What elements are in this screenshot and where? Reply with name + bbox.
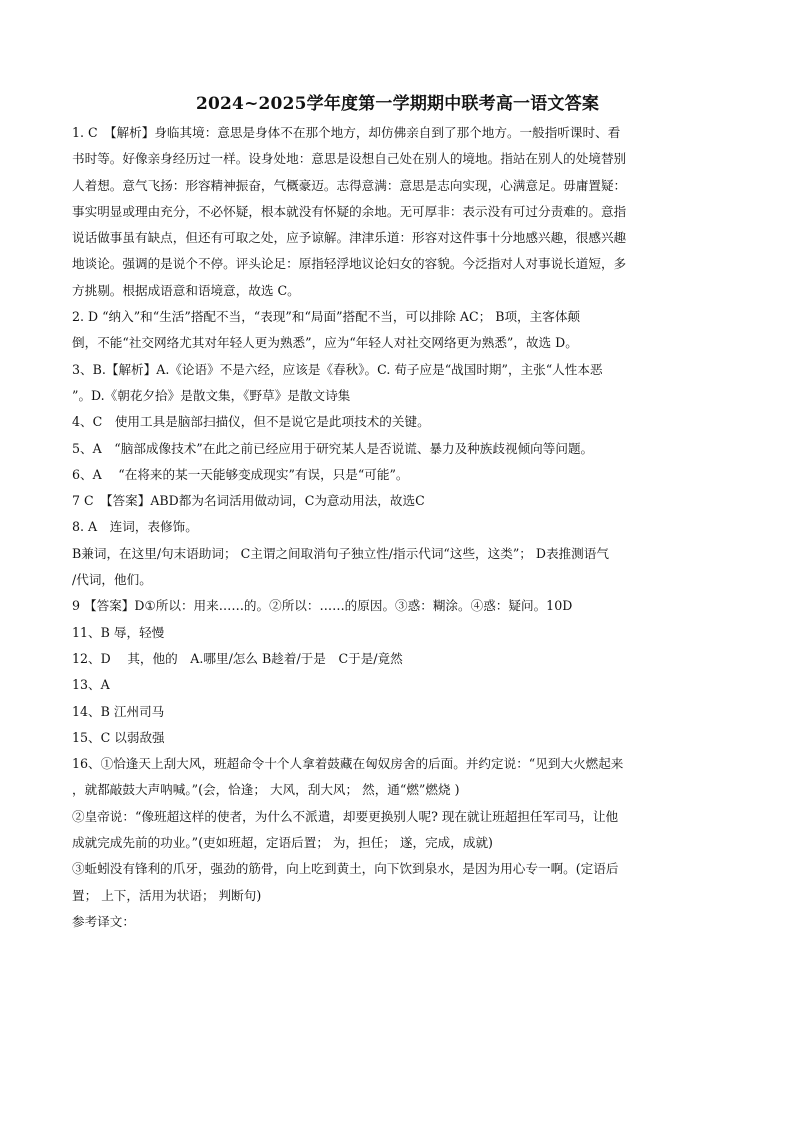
- text-line: 1. C 【解析】身临其境：意思是身体不在那个地方，却仿佛亲自到了那个地方。一般指听课时、看: [72, 125, 621, 140]
- answer-text: [72, 120, 723, 935]
- text-line: /代词，他们。: [72, 572, 152, 588]
- text-line: ，就都敲鼓大声呐喊。”(会，恰逢； 大风，刮大风； 然，通“燃”燃烧 ): [72, 782, 460, 798]
- text-line: 16、①恰逢天上刮大风，班超命令十个人拿着鼓藏在匈奴房舍的后面。并约定说：“见到大火燃起来: [72, 756, 624, 772]
- text-line: 2. D “纳入”和“生活”搭配不当，“表现”和“局面”搭配不当，可以排除 AC； B项，主客体颠: [72, 309, 581, 325]
- text-line: 14、B 江州司马: [72, 703, 165, 719]
- text-line: 4、C 使用工具是脑部扫描仪，但不是说它是此项技术的关键。: [72, 414, 430, 430]
- text-line: 8. A 连词，表修饰。: [72, 519, 198, 535]
- text-line: 5、A “脑部成像技术”在此之前已经应用于研究某人是否说谎、暴力及种族歧视倾向等问题。: [72, 440, 594, 456]
- text-line: 置； 上下，活用为状语； 判断句): [72, 887, 262, 903]
- text-line: 书时等。好像亲身经历过一样。设身处地：意思是设想自己处在别人的境地。指站在别人的处境替别: [72, 151, 627, 167]
- text-line: 7 C 【答案】ABD都为名词活用做动词，C为意动用法，故选C: [72, 493, 425, 509]
- text-line: 3、B.【解析】A.《论语》不是六经，应该是《春秋》。C. 荀子应是“战国时期”，主张“人性本恶: [72, 361, 603, 377]
- text-line: 13、A: [72, 677, 110, 693]
- text-line: ”。D.《朝花夕拾》是散文集，《野草》是散文诗集: [72, 387, 351, 403]
- text-line: 9 【答案】D①所以：用来……的。②所以：……的原因。③惑：糊涂。④惑：疑问。10D: [72, 598, 573, 614]
- text-line: 倒，不能“社交网络尤其对年轻人更为熟悉”，应为“年轻人对社交网络更为熟悉”，故选 D。: [72, 335, 578, 351]
- text-line: ③蚯蚓没有锋利的爪牙，强劲的筋骨，向上吃到黄土，向下饮到泉水，是因为用心专一啊。(定语后: [72, 861, 619, 877]
- text-line: 说话做事虽有缺点，但还有可取之处，应予谅解。津津乐道：形容对这件事十分地感兴趣，很感兴趣: [72, 230, 627, 246]
- text-line: 11、B 辱，轻慢: [72, 624, 165, 640]
- text-line: 事实明显或理由充分，不必怀疑，根本就没有怀疑的余地。无可厚非：表示没有可过分责难的。意指: [72, 203, 627, 219]
- text-line: 6、A “在将来的某一天能够变成现实”有误，只是“可能”。: [72, 466, 409, 482]
- text-line: 人着想。意气飞扬：形容精神振奋，气概豪迈。志得意满：意思是志向实现，心满意足。毋庸置疑：: [72, 177, 627, 193]
- text-line: 15、C 以弱敌强: [72, 729, 165, 745]
- text-line: 成就完成先前的功业。”(吏如班超，定语后置； 为，担任； 遂，完成，成就): [72, 835, 493, 851]
- text-line: 参考译文：: [72, 913, 135, 929]
- text-line: 方挑剔。根据成语意和语境意，故选 C。: [72, 282, 300, 298]
- text-line: 12、D 其，他的 A.哪里/怎么 B趁着/于是 C于是/竟然: [72, 650, 403, 666]
- text-line: ②皇帝说：“像班超这样的使者，为什么不派遣，却要更换别人呢? 现在就让班超担任军司马，让他: [72, 808, 619, 824]
- document-title: 2024~2025学年度第一学期期中联考高一语文答案: [195, 94, 600, 114]
- text-line: B兼词，在这里/句末语助词； C主谓之间取消句子独立性/指示代词“这些，这类”； D表推测语气: [72, 545, 609, 561]
- text-line: 地谈论。强调的是说个不停。评头论足：原指轻浮地议论妇女的容貌。今泛指对人对事说长道短，多: [72, 256, 627, 272]
